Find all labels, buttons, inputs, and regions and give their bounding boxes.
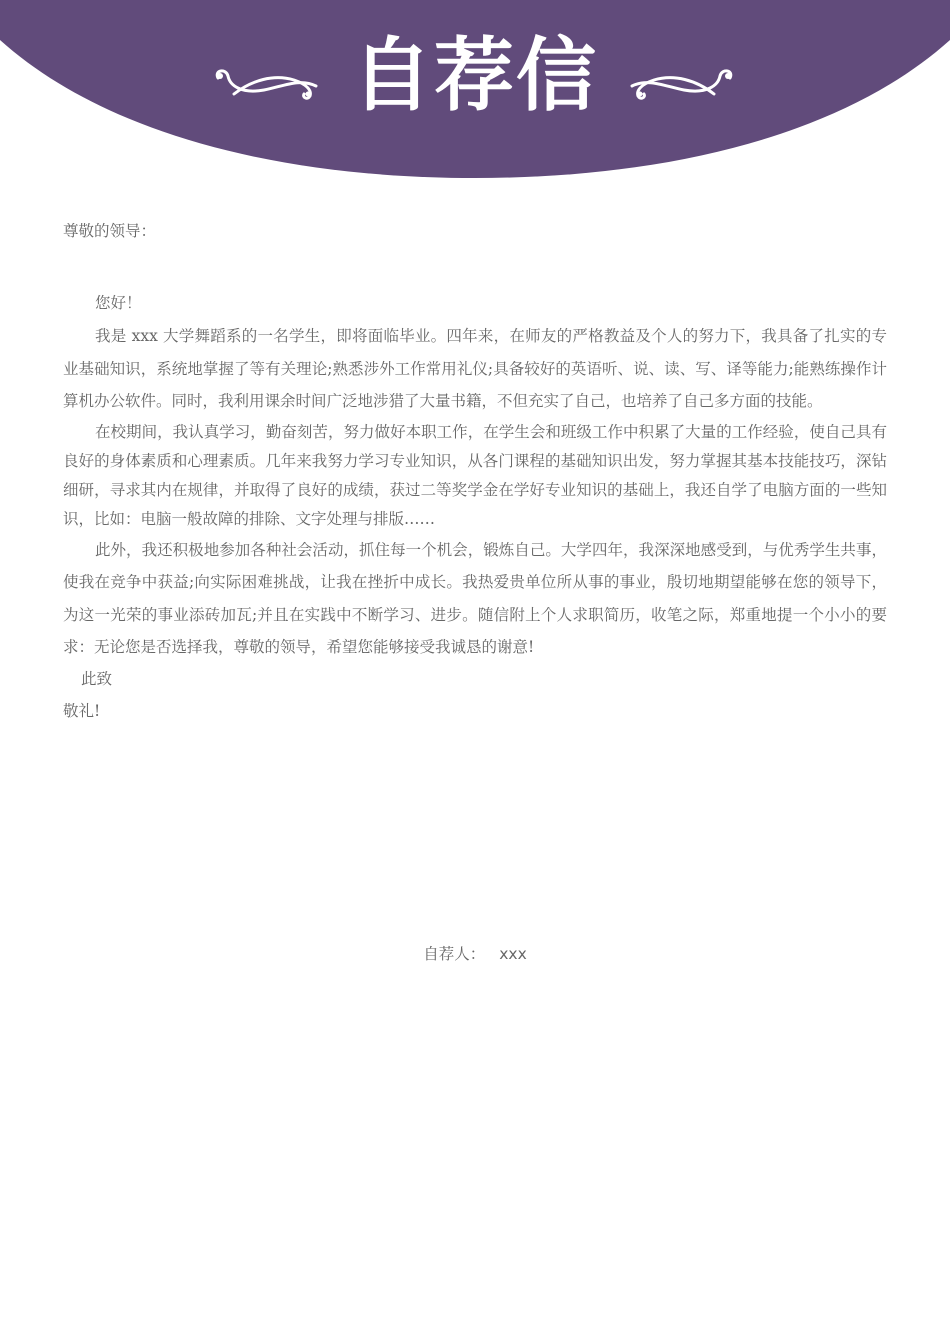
paragraph-introduction: 我是 xxx 大学舞蹈系的一名学生，即将面临毕业。四年来，在师友的严格教益及个人的努力下，我具备了扎实的专业基础知识，系统地掌握了等有关理论;熟悉涉外工作常用礼仪;具备较好的英语听、说、读、写、译等能力;能熟练操作计算机办公软件。同时，我利用课余时间广泛地涉猎了大量书籍，不但充实了自己，也培养了自己多方面的技能。 — [63, 327, 887, 410]
salutation: 尊敬的领导： — [63, 222, 157, 240]
paragraph-activities: 此外，我还积极地参加各种社会活动，抓住每一个机会，锻炼自己。大学四年，我深深地感受到，与优秀学生共事，使我在竞争中获益;向实际困难挑战，让我在挫折中成长。我热爱贵单位所从事的事业，殷切地期望能够在您的领导下，为这一光荣的事业添砖加瓦;并且在实践中不断学习、进步。随信附上个人求职简历，收笔之际，郑重地提一个小小的要求：无论您是否选择我，尊敬的领导，希望您能够接受我诚恳的谢意! — [63, 540, 887, 656]
flourish-ornament-icon — [626, 64, 736, 104]
header-banner — [0, 0, 950, 180]
closing-line-2: 敬礼! — [63, 701, 101, 720]
signature-name: xxx — [499, 945, 527, 963]
letter-body — [63, 218, 887, 726]
greeting: 您好！ — [95, 294, 142, 312]
signature-line — [0, 942, 950, 966]
signature-label: 自荐人： — [423, 945, 486, 963]
paragraph-school-experience: 在校期间，我认真学习，勤奋刻苦，努力做好本职工作，在学生会和班级工作中积累了大量的工作经验，使自己具有良好的身体素质和心理素质。几年来我努力学习专业知识，从各门课程的基础知识出发，努力掌握其基本技能技巧，深钻细研，寻求其内在规律，并取得了良好的成绩，获过二等奖学金在学好专业知识的基础上，我还自学了电脑方面的一些知识，比如：电脑一般故障的排除、文字处理与排版…… — [63, 422, 887, 528]
page-title: 自荐信 — [352, 29, 598, 122]
closing-line-1: 此致 — [81, 669, 113, 688]
